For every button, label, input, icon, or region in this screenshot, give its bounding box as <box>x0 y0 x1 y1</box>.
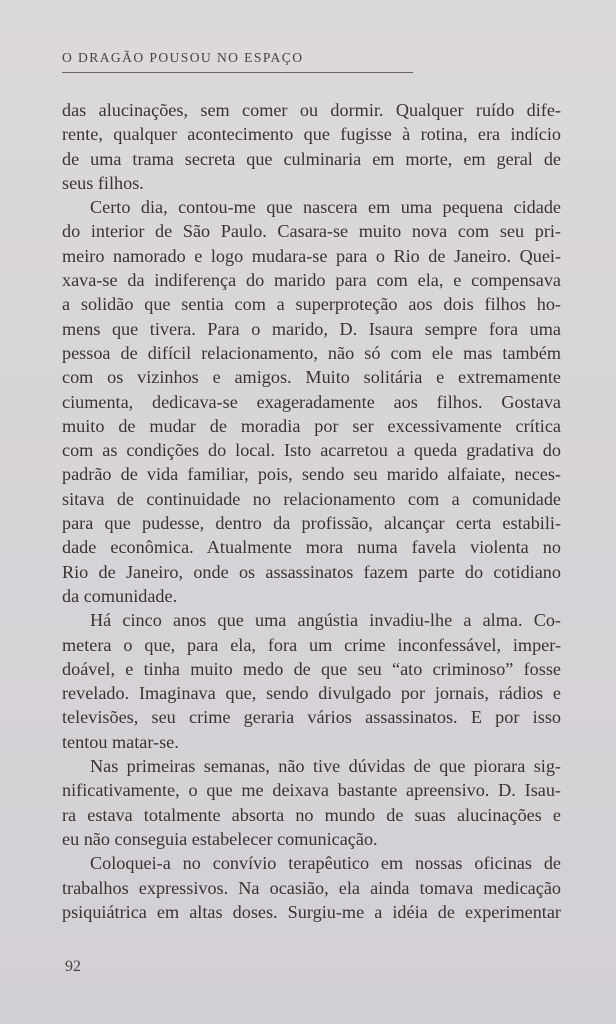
text-line: muito de mudar de moradia por ser excessivamente crítica <box>62 415 561 436</box>
text-line: ra estava totalmente absorta no mundo de suas alucinações e <box>62 804 561 825</box>
text-line: sitava de continuidade no relacionamento com a comunidade <box>62 488 561 509</box>
running-head-rule <box>62 72 413 73</box>
text-line: do interior de São Paulo. Casara-se muito nova com seu pri- <box>62 221 561 242</box>
text-line: meiro namorado e logo mudara-se para o Rio de Janeiro. Quei- <box>62 245 561 266</box>
text-line: de uma trama secreta que culminaria em morte, em geral de <box>62 148 561 169</box>
page-number: 92 <box>65 958 81 975</box>
text-line: das alucinações, sem comer ou dormir. Qualquer ruído dife- <box>62 100 561 120</box>
text-line: padrão de vida familiar, pois, sendo seu marido alfaiate, neces- <box>62 464 561 485</box>
text-line: ciumenta, dedicava-se exageradamente aos filhos. Gostava <box>62 391 561 412</box>
text-line: tentou matar-se. <box>62 731 179 752</box>
text-line: Rio de Janeiro, onde os assassinatos fazem parte do cotidiano <box>62 561 561 582</box>
text-line: metera o que, para ela, fora um crime inconfessável, imper- <box>62 634 561 655</box>
text-line: Nas primeiras semanas, não tive dúvidas de que piorara sig- <box>90 756 561 777</box>
text-line: xava-se da indiferença do marido para com ela, e compensava <box>62 270 561 291</box>
text-line: com os vizinhos e amigos. Muito solitária e extremamente <box>62 367 561 388</box>
text-line: televisões, seu crime geraria vários assassinatos. E por isso <box>62 707 561 728</box>
running-head: O DRAGÃO POUSOU NO ESPAÇO <box>62 50 304 65</box>
text-line: doável, e tinha muito medo de que seu “ato criminoso” fosse <box>62 658 561 679</box>
text-line: seus filhos. <box>62 172 144 193</box>
text-line: trabalhos expressivos. Na ocasião, ela ainda tomava medicação <box>62 877 561 898</box>
text-line: dade econômica. Atualmente mora numa favela violenta no <box>62 537 561 558</box>
text-line: eu não conseguia estabelecer comunicação. <box>62 828 378 849</box>
text-line: Há cinco anos que uma angústia invadiu-lhe a alma. Co- <box>90 610 561 631</box>
text-line: psiquiátrica em altas doses. Surgiu-me a idéia de experimentar <box>62 901 561 922</box>
text-line: a solidão que sentia com a superproteção aos dois filhos ho- <box>62 294 561 315</box>
body-text <box>62 98 561 924</box>
text-line: pessoa de difícil relacionamento, não só com ele mas também <box>62 342 561 363</box>
text-line: mens que tivera. Para o marido, D. Isaura sempre fora uma <box>62 318 561 339</box>
text-line: revelado. Imaginava que, sendo divulgado por jornais, rádios e <box>62 683 561 704</box>
text-line: rente, qualquer acontecimento que fugisse à rotina, era indício <box>62 124 561 145</box>
text-line: da comunidade. <box>62 585 178 606</box>
text-line: para que pudesse, dentro da profissão, alcançar certa estabili- <box>62 513 561 534</box>
text-line: Coloquei-a no convívio terapêutico em nossas oficinas de <box>90 853 561 874</box>
text-line: com as condições do local. Isto acarretou a queda gradativa do <box>62 440 561 461</box>
text-line: Certo dia, contou-me que nascera em uma pequena cidade <box>90 197 561 218</box>
text-line: nificativamente, o que me deixava bastante apreensivo. D. Isau- <box>62 780 561 801</box>
